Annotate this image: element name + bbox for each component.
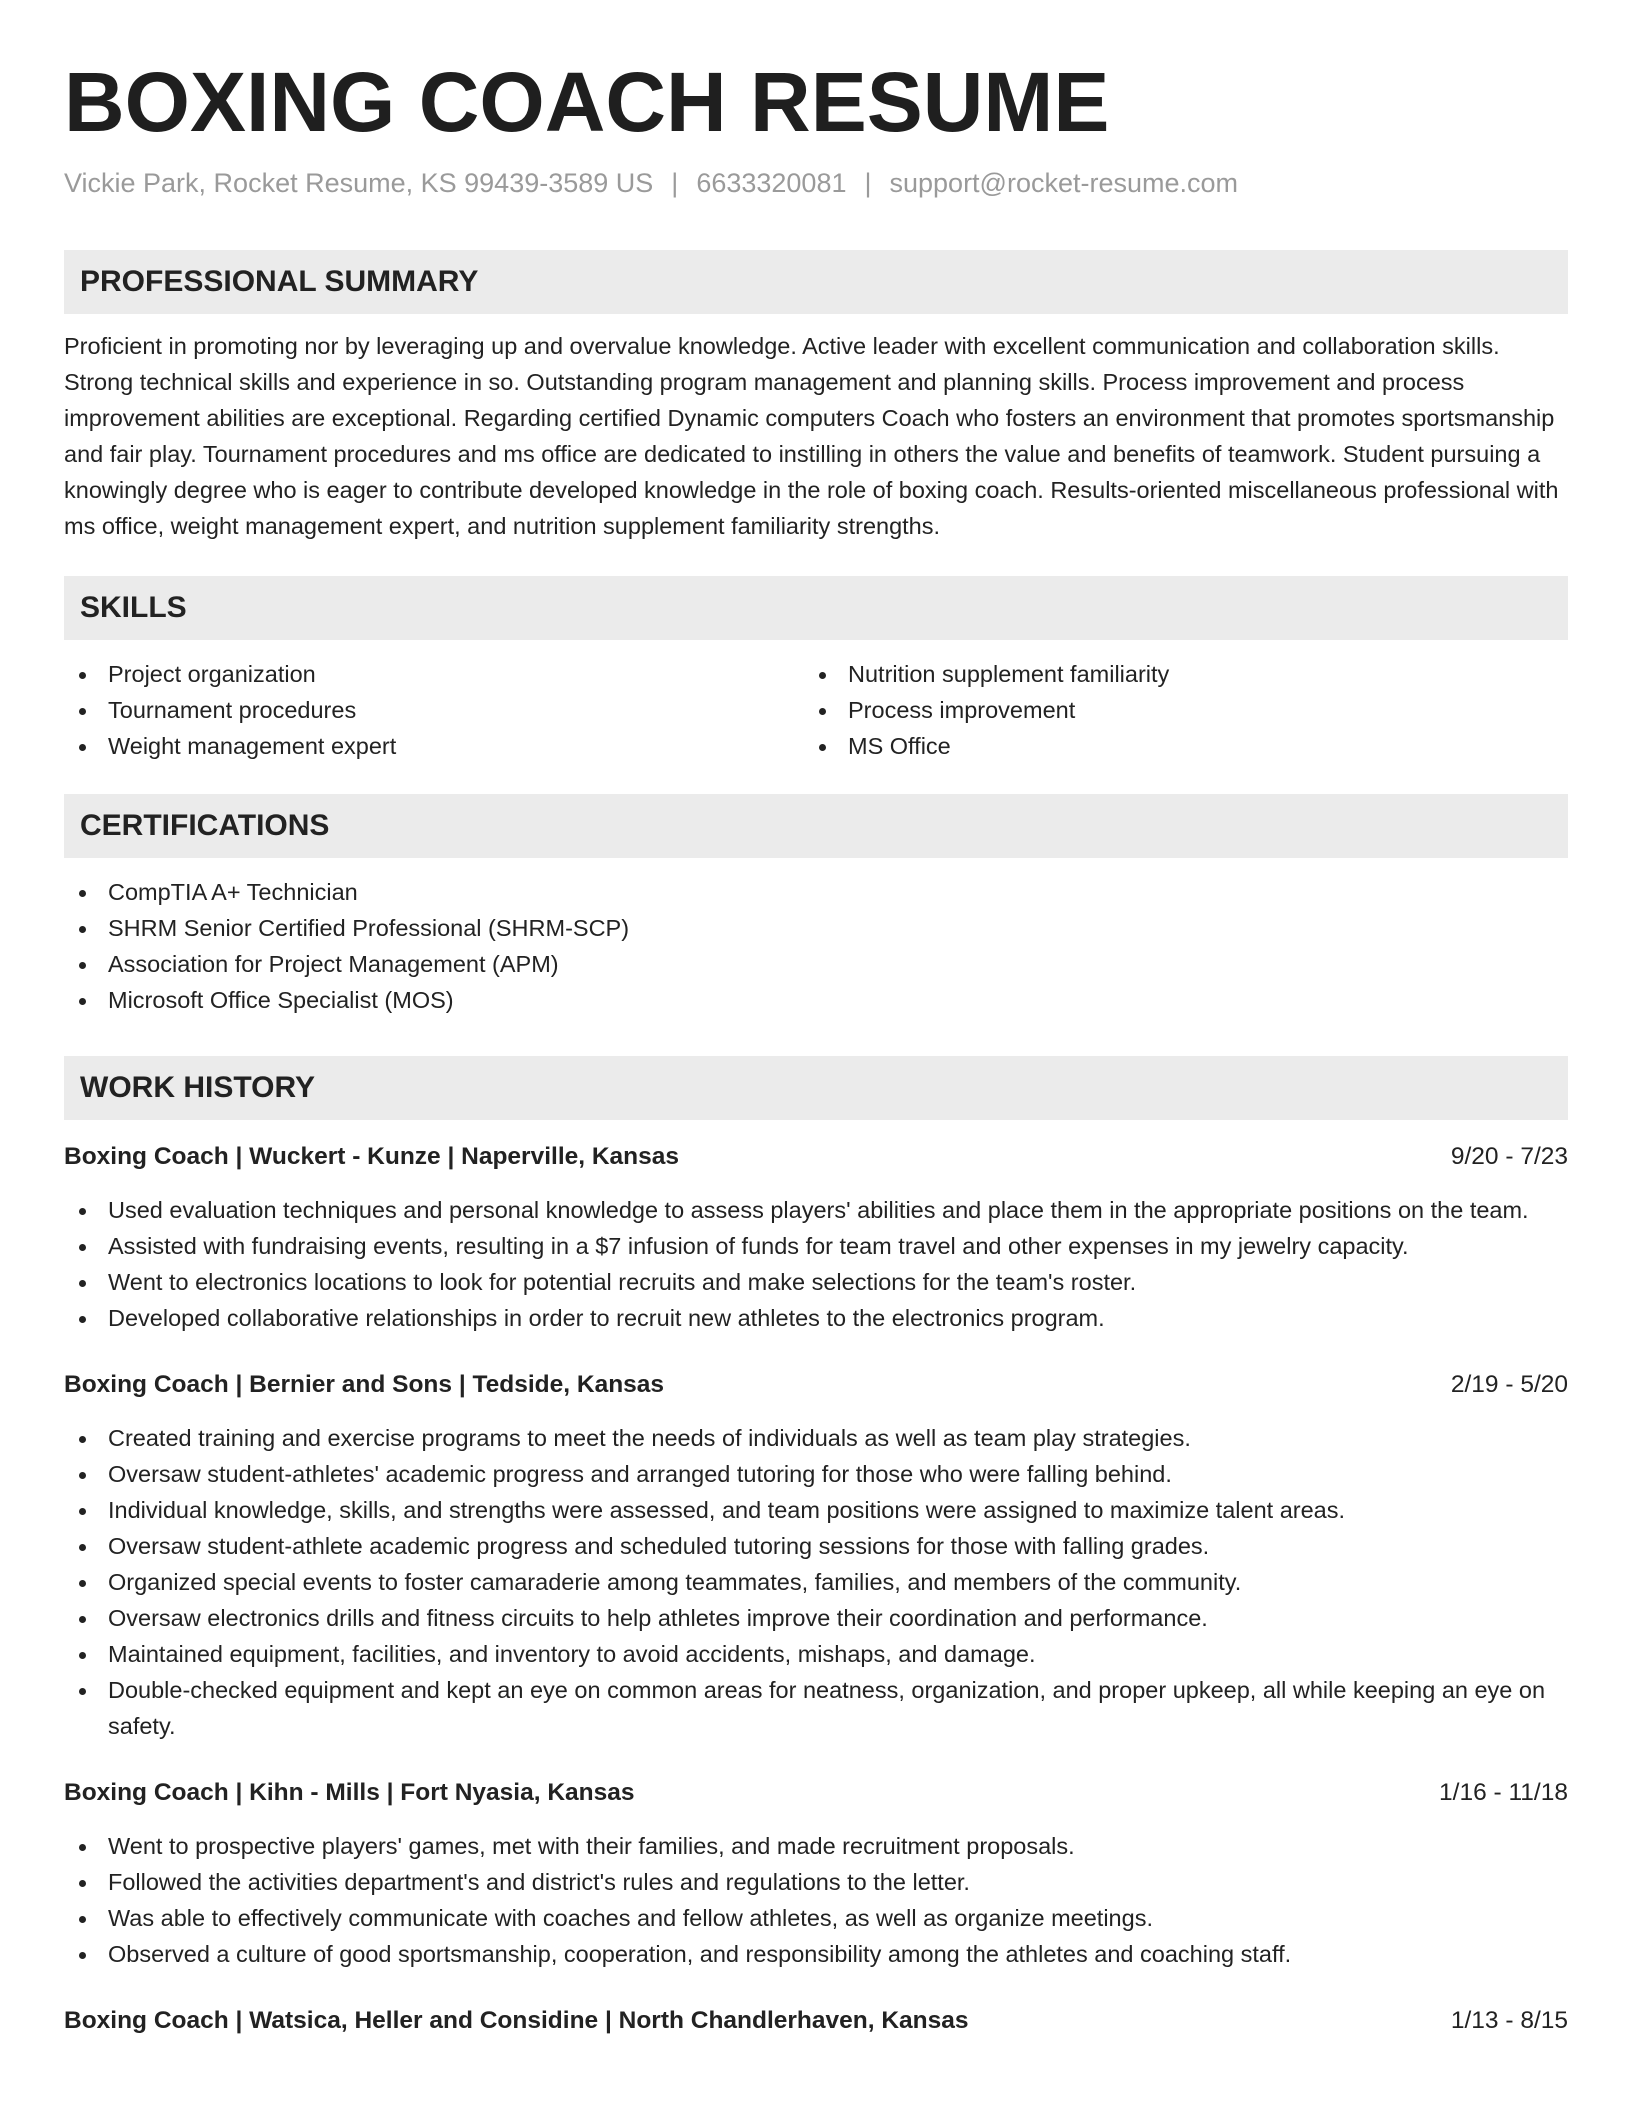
skills-column-right bbox=[804, 656, 1544, 764]
job-bullet: Went to electronics locations to look for potential recruits and make selections for the team's roster. bbox=[64, 1264, 1568, 1300]
skill-item: Tournament procedures bbox=[64, 692, 804, 728]
job-dates: 1/13 - 8/15 bbox=[1450, 2007, 1568, 2034]
skill-item: Process improvement bbox=[804, 692, 1544, 728]
skills-list-right bbox=[804, 656, 1544, 764]
certification-item: CompTIA A+ Technician bbox=[64, 874, 1568, 910]
skills-column-left bbox=[64, 656, 804, 764]
summary-heading: PROFESSIONAL SUMMARY bbox=[64, 250, 1568, 314]
job-bullet: Oversaw student-athlete academic progress and scheduled tutoring sessions for those with falling grades. bbox=[64, 1528, 1568, 1564]
job-dates: 9/20 - 7/23 bbox=[1450, 1143, 1568, 1170]
job-bullet: Was able to effectively communicate with coaches and fellow athletes, as well as organize meetings. bbox=[64, 1900, 1568, 1936]
contact-separator: | bbox=[864, 168, 872, 198]
job-header bbox=[64, 1140, 1568, 1174]
job-dates: 2/19 - 5/20 bbox=[1450, 1371, 1568, 1398]
job-bullet: Created training and exercise programs to meet the needs of individuals as well as team play strategies. bbox=[64, 1420, 1568, 1456]
job-title: Boxing Coach | Bernier and Sons | Tedside, Kansas bbox=[64, 1371, 665, 1398]
job-bullet-list bbox=[64, 1420, 1568, 1744]
job-title: Boxing Coach | Kihn - Mills | Fort Nyasia, Kansas bbox=[64, 1779, 635, 1806]
certifications-list bbox=[64, 874, 1568, 1018]
job-bullet: Maintained equipment, facilities, and inventory to avoid accidents, mishaps, and damage. bbox=[64, 1636, 1568, 1672]
work-history-heading: WORK HISTORY bbox=[64, 1056, 1568, 1120]
skill-item: Nutrition supplement familiarity bbox=[804, 656, 1544, 692]
job-title: Boxing Coach | Wuckert - Kunze | Naperville, Kansas bbox=[64, 1143, 680, 1170]
job-entry bbox=[64, 2004, 1568, 2038]
summary-text: Proficient in promoting nor by leveraging up and overvalue knowledge. Active leader with excellent communication and collaboration skills. Strong technical skills and experience in so. Outstanding program management and planning skills. Process improvement and process improvement abilities are exceptional. Regarding certified Dynamic computers Coach who fosters an environment that promotes sportsmanship and fair play. Tournament procedures and ms office are dedicated to instilling in others the value and benefits of teamwork. Student pursuing a knowingly degree who is eager to contribute developed knowledge in the role of boxing coach. Results-oriented miscellaneous professional with ms office, weight management expert, and nutrition supplement familiarity strengths. bbox=[64, 333, 1559, 539]
job-bullet: Went to prospective players' games, met with their families, and made recruitment proposals. bbox=[64, 1828, 1568, 1864]
job-bullet: Organized special events to foster camaraderie among teammates, families, and members of the community. bbox=[64, 1564, 1568, 1600]
job-header bbox=[64, 2004, 1568, 2038]
job-entry bbox=[64, 1140, 1568, 1336]
contact-address: Vickie Park, Rocket Resume, KS 99439-3589 US bbox=[64, 168, 654, 198]
certification-item: SHRM Senior Certified Professional (SHRM-SCP) bbox=[64, 910, 1568, 946]
job-bullet: Oversaw electronics drills and fitness circuits to help athletes improve their coordination and performance. bbox=[64, 1600, 1568, 1636]
contact-email: support@rocket-resume.com bbox=[889, 168, 1239, 198]
job-bullet: Developed collaborative relationships in order to recruit new athletes to the electronics program. bbox=[64, 1300, 1568, 1336]
job-bullet: Assisted with fundraising events, resulting in a $7 infusion of funds for team travel and other expenses in my jewelry capacity. bbox=[64, 1228, 1568, 1264]
job-entry bbox=[64, 1776, 1568, 1972]
contact-phone: 6633320081 bbox=[696, 168, 847, 198]
skills-heading: SKILLS bbox=[64, 576, 1568, 640]
job-bullet: Observed a culture of good sportsmanship, cooperation, and responsibility among the athletes and coaching staff. bbox=[64, 1936, 1568, 1972]
contact-separator: | bbox=[671, 168, 679, 198]
job-bullet: Individual knowledge, skills, and strengths were assessed, and team positions were assigned to maximize talent areas. bbox=[64, 1492, 1568, 1528]
job-bullet: Followed the activities department's and district's rules and regulations to the letter. bbox=[64, 1864, 1568, 1900]
job-bullet: Oversaw student-athletes' academic progress and arranged tutoring for those who were falling behind. bbox=[64, 1456, 1568, 1492]
skill-item: MS Office bbox=[804, 728, 1544, 764]
certification-item: Microsoft Office Specialist (MOS) bbox=[64, 982, 1568, 1018]
resume-title: BOXING COACH RESUME bbox=[64, 55, 1110, 149]
job-title: Boxing Coach | Watsica, Heller and Considine | North Chandlerhaven, Kansas bbox=[64, 2007, 969, 2034]
job-dates: 1/16 - 11/18 bbox=[1439, 1779, 1568, 1806]
skill-item: Weight management expert bbox=[64, 728, 804, 764]
job-bullet-list bbox=[64, 1192, 1568, 1336]
job-bullet: Used evaluation techniques and personal knowledge to assess players' abilities and place them in the appropriate positions on the team. bbox=[64, 1192, 1568, 1228]
job-header bbox=[64, 1368, 1568, 1402]
job-bullet: Double-checked equipment and kept an eye on common areas for neatness, organization, and proper upkeep, all while keeping an eye on safety. bbox=[64, 1672, 1568, 1744]
job-bullet-list bbox=[64, 1828, 1568, 1972]
certification-item: Association for Project Management (APM) bbox=[64, 946, 1568, 982]
skills-grid bbox=[64, 656, 1568, 764]
skill-item: Project organization bbox=[64, 656, 804, 692]
job-header bbox=[64, 1776, 1568, 1810]
contact-line bbox=[64, 166, 1568, 200]
skills-list-left bbox=[64, 656, 804, 764]
certifications-heading: CERTIFICATIONS bbox=[64, 794, 1568, 858]
job-entry bbox=[64, 1368, 1568, 1744]
